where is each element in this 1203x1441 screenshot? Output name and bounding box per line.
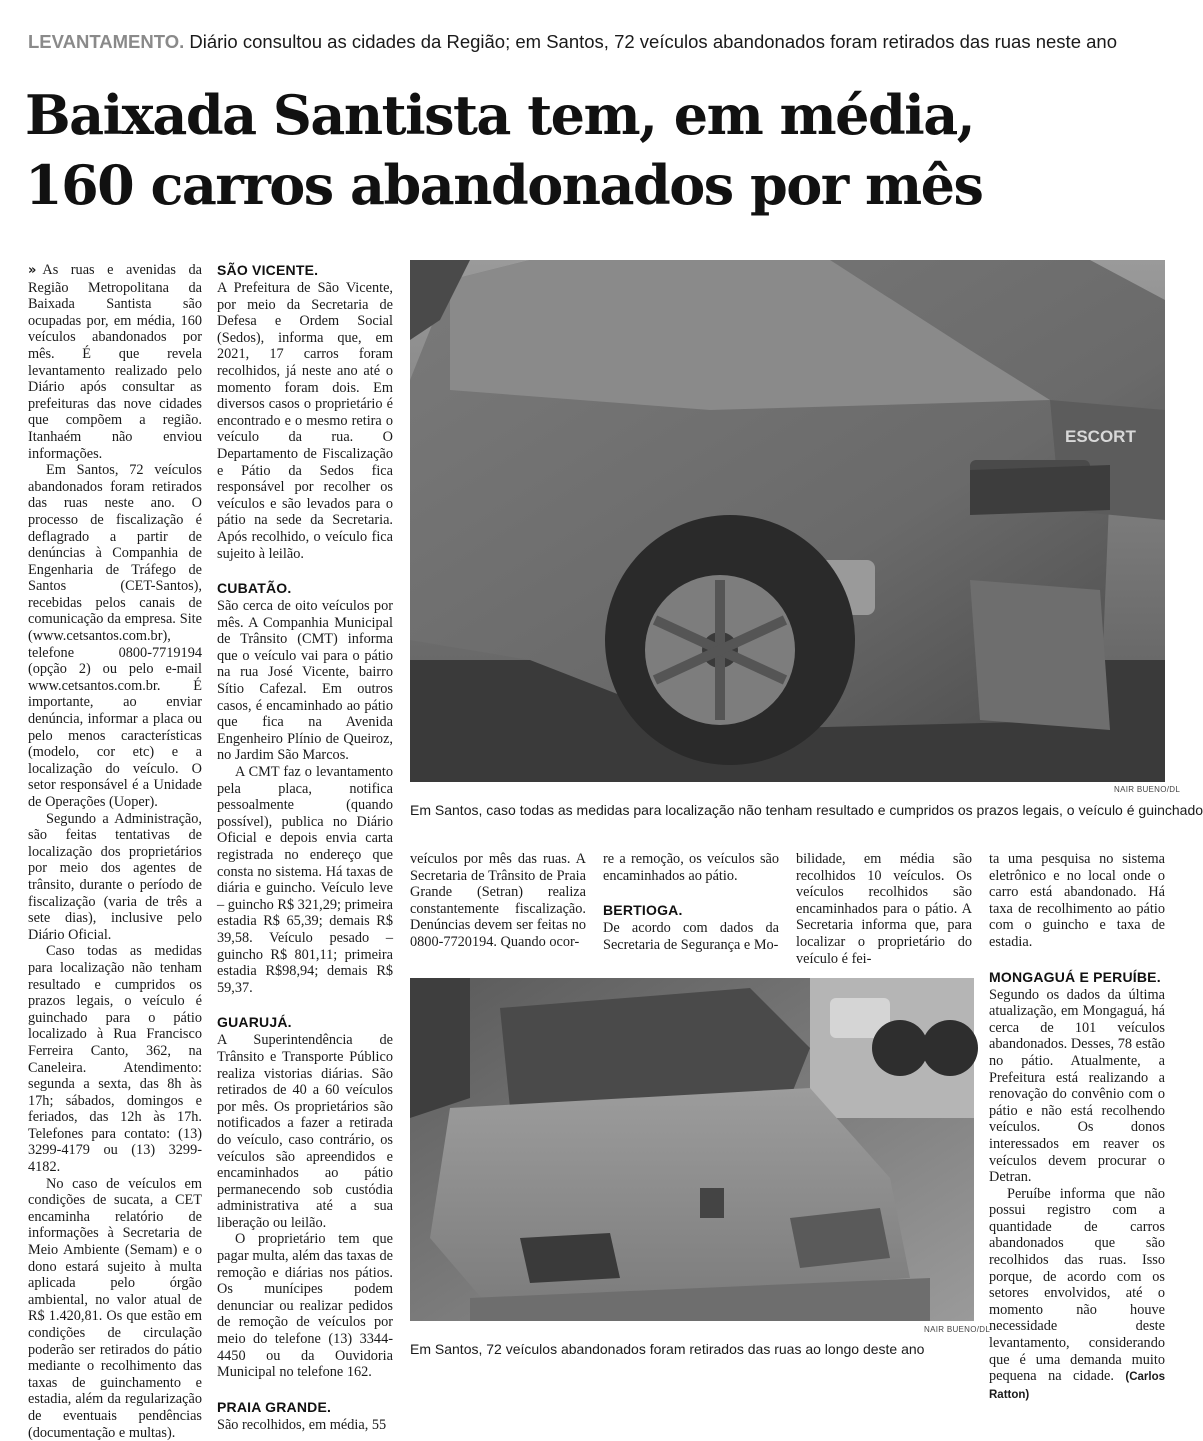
column-5	[796, 851, 972, 967]
fiat-car-illustration	[410, 978, 974, 1321]
headline	[25, 80, 1175, 220]
photo-caption: Em Santos, 72 veículos abandonados foram retirados das ruas ao longo deste ano	[410, 1341, 925, 1357]
paragraph: veículos por mês das ruas. A Secretaria de Trânsito de Praia Grande (Setran) realiza constantemente fiscalização. Denúncias devem ser feitas no 0800-7720194. Quando ocor-	[410, 851, 586, 950]
intro-paragraph: » As ruas e avenidas da Região Metropolitana da Baixada Santista são ocupadas por, em média, 160 veículos abandonados por mês. É que revela levantamento realizado pelo Diário após consultar as prefeituras das nove cidades que compõem a região. Itanhaém não enviou informações.	[28, 262, 202, 462]
headline-line-1: Baixada Santista tem, em média,	[25, 83, 975, 147]
section-heading-sao-vicente: SÃO VICENTE.	[217, 262, 319, 278]
column-3	[410, 851, 586, 951]
paragraph: Peruíbe informa que não possui registro com a quantidade de carros abandonados que são recolhidos das ruas. Isso porque, de acordo com os setores envolvidos, até o momento não houve necessidade deste levantamento, considerando que é uma demanda muito pequena na cidade. (Carlos Ratton)	[989, 1185, 1166, 1401]
column-6	[989, 851, 1165, 1403]
photo-caption: Em Santos, caso todas as medidas para localização não tenham resultado e cumpridos os prazos legais, o veículo é guinchado	[410, 802, 1203, 818]
paragraph: re a remoção, os veículos são encaminhados ao pátio.	[603, 851, 779, 884]
kicker-text: Diário consultou as cidades da Região; em Santos, 72 veículos abandonados foram retirados das ruas neste ano	[189, 31, 1117, 52]
paragraph: bilidade, em média são recolhidos 10 veículos. Os veículos recolhidos são encaminhados para o pátio. A Secretaria informa que, para localizar o proprietário do veículo é fei-	[796, 851, 972, 967]
kicker	[28, 30, 1178, 54]
section-heading-guaruja: GUARUJÁ.	[217, 1014, 292, 1031]
paragraph: Caso todas as medidas para localização não tenham resultado e cumpridos os prazos legais, o veículo é guinchado para o pátio localizado à Rua Francisco Ferreira Canto, 362, na Caneleira. Atendimento: segunda a sexta, das 8h às 17h; sábados, domingos e feriados, das 12h às 17h. Telefones para contato: (13) 3299-4179 ou (13) 3299-4182.	[28, 943, 202, 1176]
column-4	[603, 851, 779, 953]
paragraph: A CMT faz o levantamento pela placa, notifica pessoalmente (quando possível), publica no Diário Oficial e depois envia carta registrada no endereço que consta no sistema. Há taxas de diária e guincho. Veículo leve – guincho R$ 321,29; primeira estadia R$ 65,39; demais R$ 39,58. Veículo pesado – guincho R$ 801,11; primeira estadia R$98,94; demais R$ 59,37.	[217, 764, 393, 996]
photo-credit: NAIR BUENO/DL	[924, 1325, 991, 1334]
byline: (Carlos Ratton)	[989, 1371, 1166, 1401]
paragraph: São cerca de oito veículos por mês. A Companhia Municipal de Trânsito (CMT) informa que o veículo vai para o pátio na rua José Vicente, bairro Sítio Cafezal. Em outros casos, é encaminhado ao pátio que fica na Avenida Engenheiro Plínio de Queiroz, no Jardim São Marcos.	[217, 598, 393, 764]
kicker-label: LEVANTAMENTO.	[28, 31, 185, 52]
paragraph: De acordo com dados da Secretaria de Segurança e Mo-	[603, 920, 779, 953]
photo-escort-car	[410, 260, 1165, 782]
paragraph: São recolhidos, em média, 55	[217, 1416, 387, 1433]
arrow-icon: »	[28, 263, 37, 278]
section-heading-praia-grande: PRAIA GRANDE.	[217, 1398, 332, 1415]
paragraph: Segundo os dados da última atualização, em Mongaguá, há cerca de 101 veículos abandonados. Desses, 78 estão no pátio. Atualmente, a Prefeitura está realizando a renovação do convênio com o pátio e não está recolhendo veículos. Os donos interessados em reaver os veículos devem procurar o Detran.	[989, 986, 1165, 1186]
paragraph: No caso de veículos em condições de sucata, a CET encaminha relatório de informações à Secretaria de Meio Ambiente (Semam) e o dono estará sujeito à multa aplicada pelo órgão ambiental, no valor atual de R$ 1.420,81. Os que estão em condições de circulação poderão ser retirados do pátio mediante o recolhimento das taxas de guinchamento e estadia, além da regularização de eventuais pendências (documentação e multas).	[28, 1175, 202, 1441]
photo-credit: NAIR BUENO/DL	[1114, 785, 1181, 794]
column-2	[217, 262, 393, 1433]
section-heading-mongagua-peruibe: MONGAGUÁ E PERUÍBE.	[989, 968, 1161, 985]
column-1	[28, 262, 202, 1441]
section-heading-bertioga: BERTIOGA.	[603, 902, 683, 919]
section-heading-cubatao: CUBATÃO.	[217, 580, 292, 597]
paragraph: ta uma pesquisa no sistema eletrônico e no local onde o carro está abandonado. Há taxa de recolhimento ao pátio com o guincho e taxa de estadia.	[989, 851, 1165, 950]
paragraph: A Superintendência de Trânsito e Transporte Público realiza vistorias diárias. São retirados de 40 a 60 veículos por mês. Os proprietários são notificados a fazer a retirada do veículo, caso contrário, os veículos são apreendidos e encaminhados ao pátio permanecendo sob custódia administrativa até a sua liberação ou leilão.	[217, 1032, 393, 1231]
escort-badge: ESCORT	[1065, 427, 1136, 446]
paragraph: A Prefeitura de São Vicente, por meio da Secretaria de Defesa e Ordem Social (Sedos), informa que, em 2021, 17 carros foram recolhidos, já neste ano até o momento foram dois. Em diversos casos o proprietário é encontrado e o mesmo retira o veículo da rua. O Departamento de Fiscalização e Pátio da Sedos fica responsável por recolher os veículos e são levados para o pátio na sede da Secretaria. Após recolhido, o veículo fica sujeito à leilão.	[217, 280, 393, 562]
headline-line-2: 160 carros abandonados por mês	[25, 153, 983, 217]
paragraph: Segundo a Administração, são feitas tentativas de localização dos proprietários por meio dos agentes de trânsito, durante o período de fiscalização (varia de três a sete dias), inclusive pelo Diário Oficial.	[28, 810, 202, 943]
photo-fiat-car	[410, 978, 974, 1321]
paragraph: O proprietário tem que pagar multa, além das taxas de remoção e diárias nos pátios. Os munícipes podem denunciar ou realizar pedidos de remoção de veículos por meio do telefone (13) 3344-4450 ou da Ouvidoria Municipal no telefone 162.	[217, 1231, 393, 1381]
escort-car-illustration	[410, 260, 1165, 782]
paragraph: Em Santos, 72 veículos abandonados foram retirados das ruas neste ano. O processo de fiscalização é deflagrado a partir de denúncias à Companhia de Engenharia de Tráfego de Santos (CET-Santos), recebidas pelos canais de comunicação da empresa. Site (www.cetsantos.com.br), telefone 0800-7719194 (opção 2) ou pelo e-mail www.cetsantos.com.br. É importante, ao enviar denúncia, informar a placa ou pelo menos características (modelo, cor etc) e a localização do veículo. O setor responsável é a Unidade de Operações (Uoper).	[28, 462, 202, 810]
